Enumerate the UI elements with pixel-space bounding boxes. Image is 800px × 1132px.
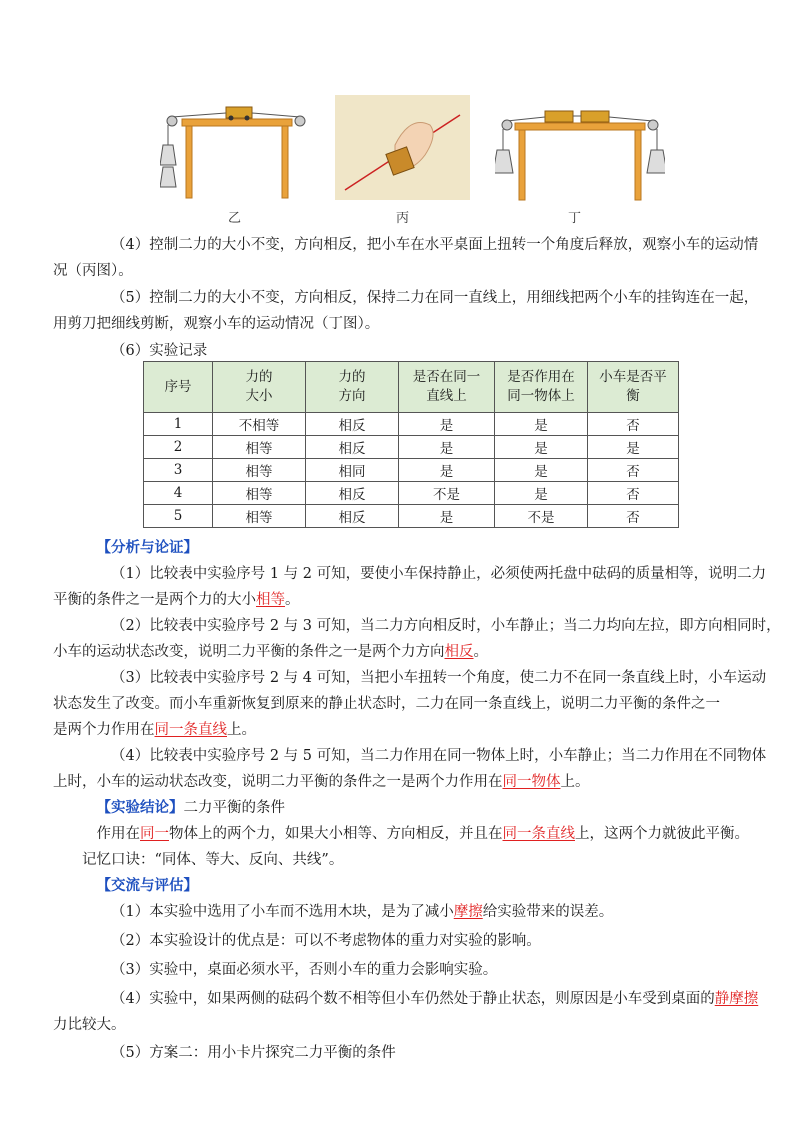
analysis-point-4: （4）比较表中实验序号 2 与 5 可知，当二力作用在同一物体上时，小车静止；当二力作用在不同物体 上时，小车的运动状态改变，说明二力平衡的条件之一是两个力作用在同一物体上。 [53, 748, 767, 790]
experiment-record-table [143, 361, 679, 528]
answer-blank: 摩擦 [453, 904, 483, 920]
table-header: 小车是否平 衡 [588, 362, 679, 413]
analysis-point-3: （3）比较表中实验序号 2 与 4 可知，当把小车扭转一个角度，使二力不在同一条直线上时，小车运动 状态发生了改变。而小车重新恢复到原来的静止状态时，二力在同一条直线上，说明二力平衡的条件之一 是两个力作用在同一条直线上。 [53, 670, 767, 738]
evaluation-point-4: （4）实验中，如果两侧的砝码个数不相等但小车仍然处于静止状态，则原因是小车受到桌面的静摩擦 力比较大。 [53, 991, 759, 1033]
step-5: （5）控制二力的大小不变，方向相反，保持二力在同一直线上，用细线把两个小车的挂钩连在一起， 用剪刀把细线剪断，观察小车的运动情况（丁图）。 [53, 290, 759, 332]
table-header: 力的 大小 [213, 362, 306, 413]
table-row: 5 相等 相反 是 不是 否 [144, 505, 679, 528]
evaluation-point-2: （2）本实验设计的优点是：可以不考虑物体的重力对实验的影响。 [111, 933, 541, 949]
table-header: 序号 [144, 362, 213, 413]
answer-blank: 同一条直线 [502, 826, 575, 842]
table-header-row [144, 362, 679, 413]
figure-caption-bing: 丙 [396, 211, 410, 226]
experiment-figures [150, 95, 670, 225]
analysis-point-1: （1）比较表中实验序号 1 与 2 可知，要使小车保持静止，必须使两托盘中砝码的质量相等，说明二力 平衡的条件之一是两个力的大小相等。 [53, 566, 767, 608]
answer-blank: 静摩擦 [714, 991, 759, 1007]
answer-blank: 同一条直线 [154, 722, 227, 738]
table-row: 1 不相等 相反 是 是 否 [144, 413, 679, 436]
table-header: 是否在同一 直线上 [399, 362, 495, 413]
table-header: 力的 方向 [306, 362, 399, 413]
step-6: （6）实验记录 [111, 343, 208, 359]
figure-caption-ding: 丁 [568, 211, 582, 226]
conclusion-text: 作用在同一物体上的两个力，如果大小相等、方向相反，并且在同一条直线上，这两个力就彼此平衡。 记忆口诀：“同体、等大、反向、共线”。 [82, 826, 749, 868]
answer-blank: 同一 [140, 826, 169, 842]
analysis-point-2: （2）比较表中实验序号 2 与 3 可知，当二力方向相反时，小车静止；当二力均向左拉，即方向相同时， 小车的运动状态改变，说明二力平衡的条件之一是两个力方向相反。 [53, 618, 781, 660]
figure-yi-image [160, 95, 310, 205]
table-row: 4 相等 相反 不是 是 否 [144, 482, 679, 505]
figure-ding-image [495, 95, 665, 205]
answer-blank: 同一物体 [502, 774, 561, 790]
conclusion-heading: 【实验结论】二力平衡的条件 [96, 799, 285, 816]
evaluation-point-3: （3）实验中，桌面必须水平，否则小车的重力会影响实验。 [111, 962, 498, 978]
figure-bing-image [335, 95, 470, 200]
table-row: 2 相等 相反 是 是 是 [144, 436, 679, 459]
table-row: 3 相等 相同 是 是 否 [144, 459, 679, 482]
figure-caption-yi: 乙 [228, 211, 242, 226]
answer-blank: 相等 [256, 592, 285, 608]
evaluation-point-1: （1）本实验中选用了小车而不选用木块，是为了减小摩擦给实验带来的误差。 [111, 904, 614, 920]
evaluation-point-5: （5）方案二：用小卡片探究二力平衡的条件 [111, 1045, 396, 1061]
table-header: 是否作用在 同一物体上 [495, 362, 588, 413]
answer-blank: 相反 [444, 644, 474, 660]
step-4: （4）控制二力的大小不变，方向相反，把小车在水平桌面上扭转一个角度后释放，观察小车的运动情 况（丙图）。 [53, 237, 759, 279]
analysis-heading: 【分析与论证】 [96, 539, 198, 556]
evaluation-heading: 【交流与评估】 [96, 877, 198, 894]
